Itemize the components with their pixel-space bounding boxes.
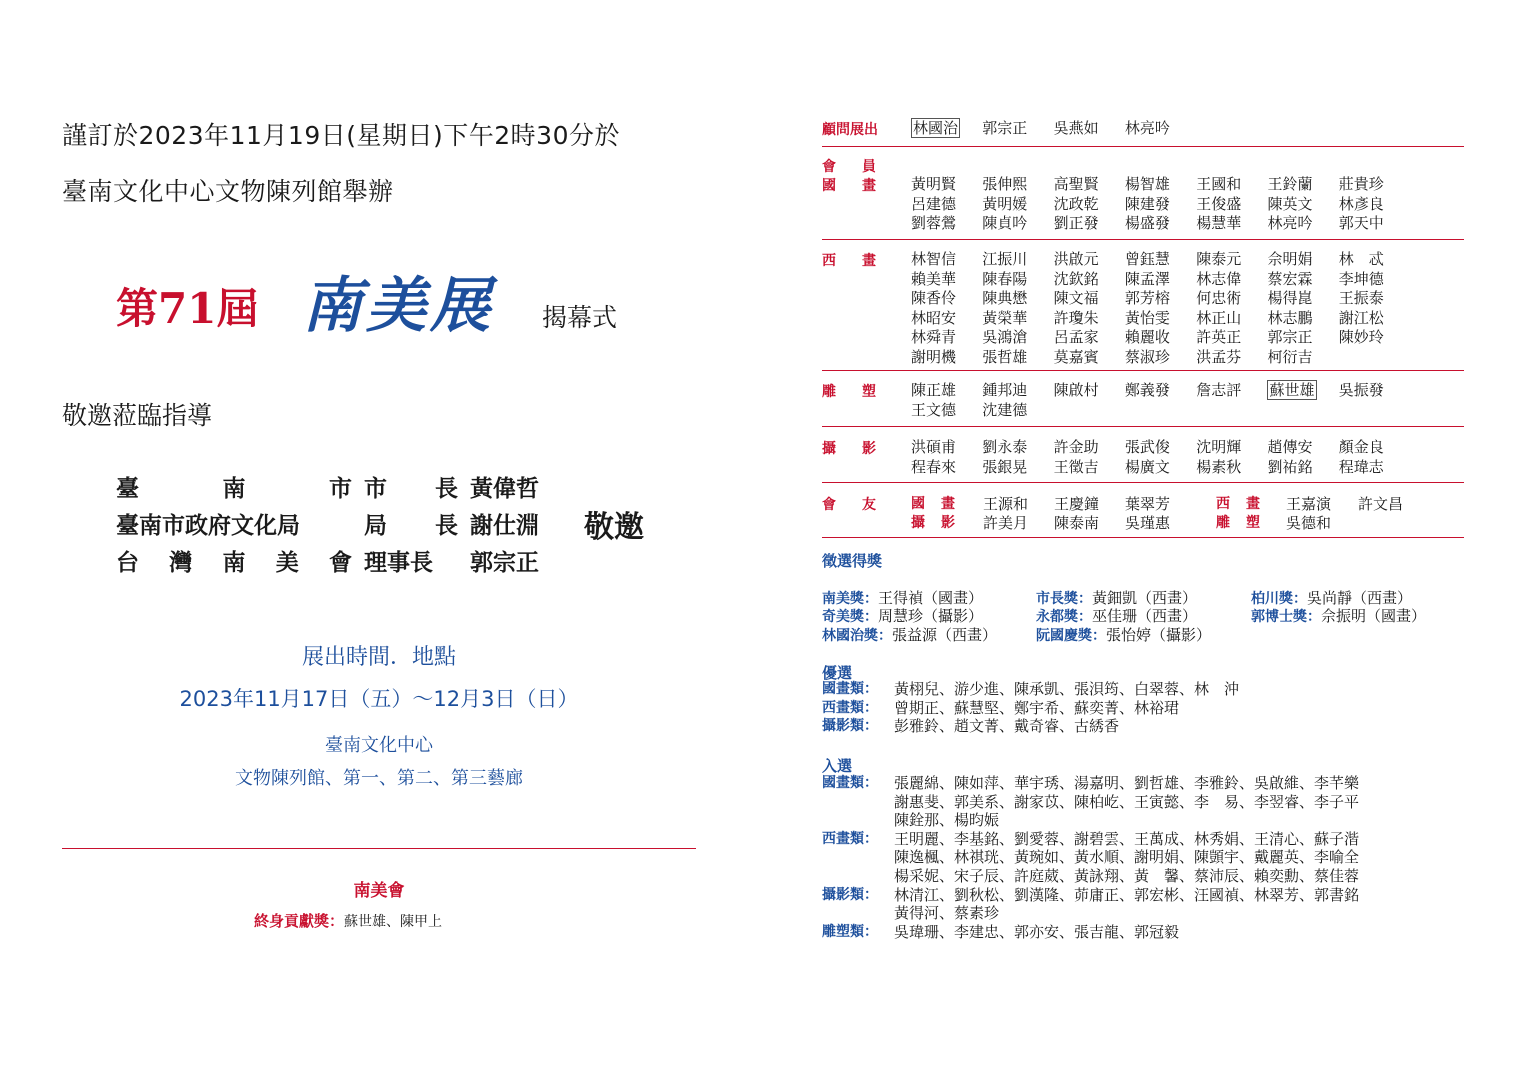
member-name [1125,328,1196,347]
member-name-text: 黃怡雯 [1124,308,1170,327]
friends-sculpture-label: 雕塑 [1216,515,1260,531]
host-org: 台灣南美會 [116,549,352,576]
member-name-text: 賴美華 [911,269,957,288]
member-name [1054,381,1125,400]
lifetime-award-names: 蘇世雄、陳甲上 [344,914,443,930]
intro-line-1: 謹訂於2023年11月19日(星期日)下午2時30分於 [62,121,620,150]
member-name [1125,348,1196,367]
member-name [1054,270,1125,289]
member-name [1339,250,1410,269]
list-row-label: 西畫類： [822,830,878,847]
member-name [911,250,982,269]
member-name-text: 洪啟元 [1053,250,1099,268]
member-name [911,175,982,194]
list-row-label: 西畫類： [822,699,878,716]
friend-name: 王慶鐘 [1054,495,1100,513]
member-name [982,438,1053,457]
award-value: 張怡婷（攝影） [1106,626,1212,644]
host-row [116,542,576,579]
member-name-text: 林正山 [1196,308,1242,327]
award-value: 巫佳珊（西畫） [1092,607,1198,625]
list-row-names: 陳銓那、楊昀娠 [894,811,1000,830]
divider [822,370,1464,371]
advisors-label: 顧問展出 [822,122,878,138]
member-name-text: 劉祐銘 [1267,457,1313,476]
friend-name: 陳泰南 [1054,514,1100,532]
member-name [1054,175,1125,194]
list-row [822,923,1472,942]
member-name-text: 王國和 [1196,175,1242,193]
member-name [1267,348,1338,367]
member-name-text: 林志鵬 [1267,308,1313,327]
member-name [1339,458,1410,477]
member-name [1267,175,1338,194]
list-row-label: 國畫類： [822,775,878,791]
member-name [1196,328,1267,347]
member-name [982,195,1053,214]
members-painting-names [911,174,1471,233]
member-name [1125,270,1196,289]
members-sculpture-names [911,380,1471,419]
member-name-text: 程瑋志 [1338,457,1384,476]
friends-row-2 [911,512,1471,532]
member-name [1267,458,1338,477]
member-name [911,381,982,400]
list-row-names: 張麗綿、陳如萍、華宇琇、湯嘉明、劉哲雄、李雅鈴、吳啟維、李芊樂 [894,774,1360,792]
member-name-text: 沈政乾 [1053,194,1099,213]
member-name-text: 黃明賢 [911,175,957,193]
members-photography-names [911,437,1471,476]
title-edition: 第71屆 [116,284,259,333]
award-value: 黃鈿凱（西畫） [1092,589,1198,607]
excellent-list [822,680,1472,736]
member-name [1125,309,1196,328]
member-name-highlighted [1267,381,1338,400]
member-name-text: 何忠術 [1196,289,1242,307]
member-name [1054,348,1125,367]
member-name-text: 顏金良 [1338,438,1384,456]
member-name-text: 劉蓉鶯 [911,214,957,232]
list-row [822,680,1472,699]
lifetime-award [254,910,442,931]
list-row-names: 彭雅鈴、趙文菁、戴奇睿、古綉香 [894,717,1120,736]
member-name-text: 鄭義發 [1124,381,1170,399]
member-name [1267,438,1338,457]
member-name-text: 蔡宏霖 [1267,269,1313,288]
member-name-text: 沈明輝 [1196,438,1242,456]
members-western-label: 西畫 [822,253,876,269]
member-name-text: 陳英文 [1267,194,1313,213]
friends-row-1 [911,493,1471,513]
host-position: 市長 [364,475,458,502]
member-name [1267,289,1338,308]
member-name-text: 王鈴蘭 [1267,175,1313,193]
member-name [982,289,1053,308]
list-row-names: 楊采妮、宋子辰、許庭葳、黃詠翔、黃 馨、蔡沛辰、賴奕勳、蔡佳蓉 [894,866,1360,885]
member-name [1054,328,1125,347]
list-row [822,848,1472,867]
friends-photography-label: 攝影 [911,515,955,531]
member-name-text: 林舜青 [911,328,957,346]
friend-name: 王源和 [983,495,1029,513]
list-row-names: 王明麗、李基銘、劉愛蓉、謝碧雲、王萬成、林秀娟、王清心、蘇子湝 [894,829,1360,848]
members-sculpture-label: 雕塑 [822,384,876,400]
member-name [1339,214,1410,233]
member-name [1267,270,1338,289]
member-name [1054,214,1125,233]
member-name-text: 鍾邦迪 [982,381,1028,399]
host-name: 郭宗正 [470,549,539,576]
list-row-names: 曾期正、蘇慧堅、鄭宇希、蘇奕菁、林裕珺 [894,698,1180,717]
member-name-text: 林亮吟 [1267,214,1313,232]
member-name-text: 林 忒 [1338,250,1384,268]
respect-text: 敬邀 [584,510,644,545]
member-name [911,458,982,477]
friends-label: 會友 [822,497,876,513]
member-name [1196,348,1267,367]
host-row [116,468,576,505]
member-name [982,270,1053,289]
member-name-text: 張伸熙 [982,175,1028,193]
host-position: 局長 [364,512,458,539]
title-name: 南美展 [302,271,494,341]
member-name [982,348,1053,367]
member-name [1267,309,1338,328]
member-name-text: 吳鴻滄 [982,328,1028,346]
member-name [1339,381,1410,400]
member-name-highlighted [911,119,982,138]
member-name-text: 陳貞吟 [982,214,1028,232]
intro-line-2: 臺南文化中心文物陳列館舉辦 [62,177,394,206]
member-name-text: 楊盛發 [1124,214,1170,232]
excellent-title: 優選 [822,664,853,682]
member-name [1339,438,1410,457]
member-name-text: 林智信 [911,250,957,268]
members-label: 會員 [822,159,876,175]
award-label: 市長獎： [1036,591,1092,607]
divider [822,146,1464,147]
member-name [1196,214,1267,233]
member-name [982,328,1053,347]
member-name [1267,195,1338,214]
member-name-text: 許瓊朱 [1053,308,1099,327]
friend-name: 葉翠芳 [1125,495,1171,513]
member-name-text: 郭宗正 [1267,328,1313,346]
member-name [1196,250,1267,269]
member-name-text: 陳泰元 [1196,250,1242,268]
award-label: 奇美獎： [822,609,878,625]
list-row-names: 陳逸楓、林祺珖、黃琬如、黃水順、謝明娟、陳顗宇、戴麗英、李喻全 [894,848,1360,867]
member-name-text: 郭天中 [1338,214,1384,232]
organization-name: 南美會 [353,881,405,901]
member-name [911,401,982,420]
member-name [982,175,1053,194]
member-name [911,348,982,367]
member-name-text: 陳妙玲 [1338,328,1384,346]
member-name-text: 洪孟芬 [1196,347,1242,366]
member-name [1339,270,1410,289]
member-name-text: 呂建德 [911,194,957,213]
member-name [1054,309,1125,328]
list-row [822,904,1472,923]
member-name-text: 莊貴珍 [1338,175,1384,193]
member-name-text: 陳香伶 [911,289,957,307]
award-label: 柏川獎： [1251,591,1307,607]
member-name [1125,175,1196,194]
member-name-text: 黃榮華 [982,308,1028,327]
exhibition-venue-2: 文物陳列館、第一、第二、第三藝廊 [235,768,523,789]
friends-western-label: 西畫 [1216,496,1260,512]
member-name [1267,250,1338,269]
member-name-text: 王振泰 [1338,289,1384,307]
member-name-text: 陳正雄 [911,381,957,399]
member-name [1339,195,1410,214]
member-name [1267,328,1338,347]
divider [822,482,1464,483]
awards-title: 徵選得獎 [822,552,883,570]
member-name [1125,458,1196,477]
member-name [1054,195,1125,214]
member-name-text: 張銀晃 [982,457,1028,476]
host-name: 黃偉哲 [470,475,539,502]
member-name-text: 許金助 [1053,438,1099,456]
lifetime-award-label: 終身貢獻獎： [254,912,345,930]
award-value: 張益源（西畫） [892,626,998,644]
member-name-text: 李坤德 [1338,269,1384,288]
title-suffix: 揭幕式 [542,303,618,332]
member-name-text: 吳燕如 [1053,119,1099,137]
member-name-text: 郭芳榕 [1124,289,1170,307]
member-name-text: 呂孟家 [1053,328,1099,346]
member-name-text: 陳建發 [1124,194,1170,213]
list-row [822,717,1472,736]
friend-name: 吳德和 [1286,514,1332,532]
award-row [822,587,1472,606]
member-name-text: 陳文福 [1053,289,1099,307]
member-name-text: 柯衍吉 [1267,347,1313,366]
member-name-text: 王俊盛 [1196,194,1242,213]
member-name-text: 吳振發 [1338,381,1384,399]
member-name-text: 陳啟村 [1053,381,1099,399]
member-name [1054,289,1125,308]
member-name-text: 謝江松 [1338,308,1384,327]
member-name [1196,270,1267,289]
friend-name: 許文昌 [1358,495,1404,513]
member-name [982,214,1053,233]
member-name [1339,289,1410,308]
award-label: 阮國慶獎： [1036,628,1106,644]
member-name [982,381,1053,400]
divider [62,848,696,849]
member-name-text: 詹志評 [1196,381,1242,399]
member-name [1054,119,1125,138]
award-label: 南美獎： [822,591,878,607]
member-name [1196,438,1267,457]
friend-name: 王嘉演 [1286,495,1332,513]
member-name-text: 林昭安 [911,308,957,327]
member-name-text: 江振川 [982,250,1028,268]
member-name-text: 王文德 [911,400,957,419]
member-name [1339,328,1410,347]
list-row-names: 吳瑋珊、李建忠、郭亦安、張吉龍、郭冠毅 [894,922,1180,941]
list-row [822,867,1472,886]
member-name-text: 林亮吟 [1124,119,1170,137]
member-name-text: 陳春陽 [982,269,1028,288]
list-row-label: 攝影類： [822,886,878,903]
member-name-text: 楊智雄 [1124,175,1170,193]
member-name-text: 蔡淑珍 [1124,347,1170,366]
member-name-text: 張武俊 [1124,438,1170,456]
members-painting-label: 國畫 [822,178,876,194]
member-name-text: 林彥良 [1338,194,1384,213]
member-name-text: 莫嘉賓 [1053,347,1099,366]
host-org: 臺南市 [116,475,352,502]
member-name [911,195,982,214]
member-name-text: 謝明機 [911,347,957,366]
list-row [822,774,1472,793]
member-name-text: 趙傳安 [1267,438,1313,456]
host-org: 臺南市政府文化局 [116,512,300,539]
award-value: 王得禎（國畫） [878,589,984,607]
member-name [911,309,982,328]
member-name [911,270,982,289]
exhibition-heading: 展出時間．地點 [301,645,456,670]
member-name-text: 林國治 [913,119,959,137]
member-name-text: 黃明媛 [982,194,1028,213]
member-name [1196,175,1267,194]
member-name [911,438,982,457]
member-name [1339,309,1410,328]
list-row-label: 國畫類： [822,681,878,697]
member-name [1196,458,1267,477]
award-row [822,624,1472,643]
list-row [822,886,1472,905]
member-name-text: 楊得崑 [1267,289,1313,307]
member-name-text: 曾鈺慧 [1124,250,1170,268]
member-name-text: 郭宗正 [982,119,1028,137]
list-row-label: 攝影類： [822,718,878,735]
member-name [1196,289,1267,308]
member-name-text: 劉正發 [1053,214,1099,232]
list-row [822,793,1472,812]
member-name-text: 賴麗收 [1124,328,1170,346]
member-name [1054,458,1125,477]
award-value: 吳尚靜（西畫） [1307,589,1413,607]
member-name [982,401,1053,420]
member-name-text: 洪碩甫 [911,438,957,456]
member-name-text: 劉永泰 [982,438,1028,456]
member-name [982,309,1053,328]
member-name-text: 沈欽銘 [1053,269,1099,288]
member-name-text: 佘明娟 [1267,250,1313,268]
members-western-names [911,249,1471,366]
award-label: 郭博士獎： [1251,609,1321,625]
friends-painting-label: 國畫 [911,496,955,512]
member-name [1196,309,1267,328]
member-name-text: 王徵吉 [1053,457,1099,476]
award-value: 周慧珍（攝影） [878,607,984,625]
member-name-text: 張哲雄 [982,347,1028,366]
member-name [1196,381,1267,400]
host-list [116,468,576,579]
member-name [911,328,982,347]
exhibition-venue-1: 臺南文化中心 [325,735,433,756]
member-name-text: 楊廣文 [1124,457,1170,476]
list-row-names: 林清江、劉秋松、劉漢隆、茆庸正、郭宏彬、汪國禎、林翠芳、郭書銘 [894,885,1360,904]
member-name [1196,195,1267,214]
list-row [822,699,1472,718]
member-name [911,214,982,233]
divider [822,537,1464,538]
host-name: 謝仕淵 [470,512,539,539]
member-name [1054,250,1125,269]
invitation-text: 敬邀蒞臨指導 [62,401,213,430]
host-position: 理事長 [364,549,433,576]
member-name [1125,119,1196,138]
member-name [1054,438,1125,457]
list-row [822,811,1472,830]
member-name [982,458,1053,477]
member-name [1125,195,1196,214]
divider [822,239,1464,240]
member-name [1125,438,1196,457]
member-name-text: 沈建德 [982,400,1028,419]
list-row [822,830,1472,849]
host-row [116,505,576,542]
list-row-names: 黃得河、蔡素珍 [894,904,1000,923]
member-name-text: 楊素秋 [1196,457,1242,476]
selected-title: 入選 [822,757,853,775]
member-name [982,119,1053,138]
member-name-text: 高聖賢 [1053,175,1099,193]
award-row [822,605,1472,624]
member-name [1339,175,1410,194]
list-row-names: 謝惠斐、郭美系、謝家苡、陳柏屹、王寅懿、李 易、李翌睿、李子平 [894,792,1360,811]
member-name [1125,250,1196,269]
member-name-text: 陳典懋 [982,289,1028,307]
award-value: 佘振明（國畫） [1321,607,1427,625]
exhibition-dates: 2023年11月17日（五）～12月3日（日） [179,687,579,711]
list-row-names: 黃栩兒、游少進、陳承凱、張浿筠、白翠蓉、林 沖 [894,680,1240,698]
member-name-text: 蘇世雄 [1269,381,1315,399]
friend-name: 許美月 [983,514,1029,532]
advisors-names [911,118,1471,138]
award-label: 林國治獎： [822,628,892,644]
friend-name: 吳瑾惠 [1125,514,1171,532]
member-name-text: 楊慧華 [1196,214,1242,232]
member-name-text: 許英正 [1196,328,1242,346]
members-photography-label: 攝影 [822,441,876,457]
member-name [982,250,1053,269]
award-label: 永都獎： [1036,609,1092,625]
member-name-text: 程春來 [911,457,957,476]
member-name [1125,214,1196,233]
member-name [911,289,982,308]
list-row-label: 雕塑類： [822,923,878,940]
member-name [1125,289,1196,308]
member-name [1267,214,1338,233]
member-name [1125,381,1196,400]
member-name-text: 林志偉 [1196,269,1242,288]
divider [822,426,1464,427]
selected-list [822,774,1472,941]
member-name-text: 陳孟澤 [1124,269,1170,288]
